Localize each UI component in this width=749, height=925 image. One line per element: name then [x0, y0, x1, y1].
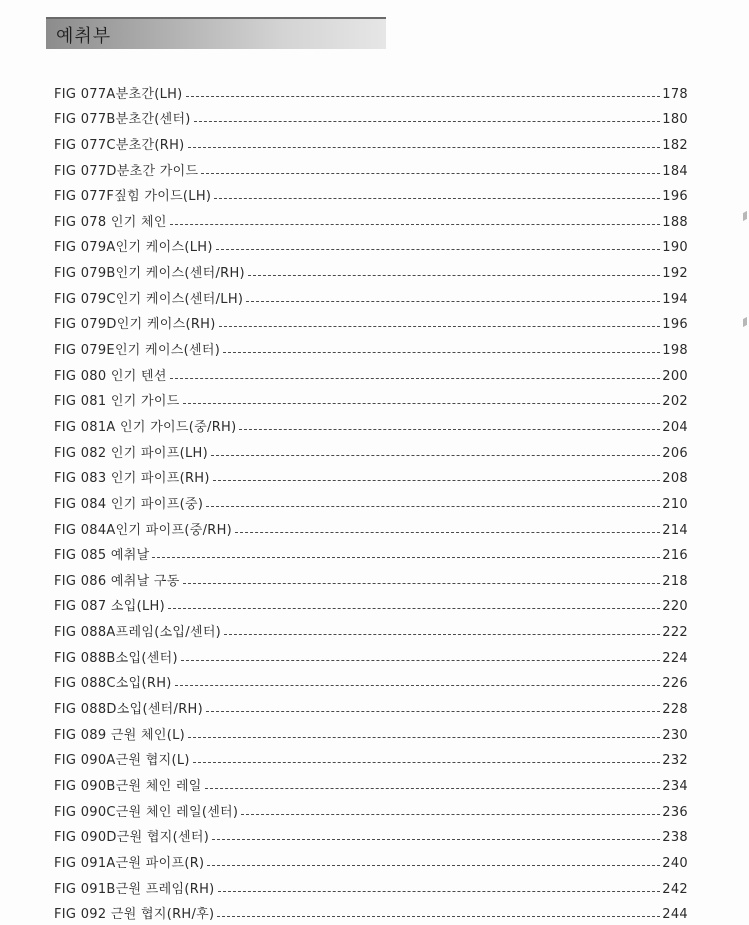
- toc-entry: [54, 793, 688, 819]
- dotted-leader: [239, 429, 660, 430]
- dotted-leader: [216, 249, 661, 250]
- dotted-leader: [212, 839, 660, 840]
- toc-entry-page-number: 208: [662, 471, 688, 487]
- toc-entry-label: FIG 088B소입(센터): [54, 650, 178, 666]
- dotted-leader: [211, 455, 660, 456]
- toc-entry: [54, 844, 688, 870]
- table-of-contents: [54, 75, 688, 921]
- toc-entry: [54, 229, 688, 255]
- dotted-leader: [207, 865, 660, 866]
- toc-entry-page-number: 230: [662, 727, 688, 743]
- toc-entry-label: FIG 090B근원 체인 레일: [54, 778, 202, 794]
- toc-entry-label: FIG 082 인기 파이프(LH): [54, 445, 208, 461]
- toc-entry-page-number: 220: [662, 599, 688, 615]
- toc-entry-label: FIG 079D인기 케이스(RH): [54, 317, 216, 333]
- toc-entry-label: FIG 079C인기 케이스(센터/LH): [54, 291, 244, 307]
- toc-entry: [54, 716, 688, 742]
- dotted-leader: [214, 198, 660, 199]
- toc-entry-page-number: 206: [662, 445, 688, 461]
- toc-entry: [54, 665, 688, 691]
- dotted-leader: [168, 608, 660, 609]
- toc-entry-label: FIG 077A분초간(LH): [54, 86, 183, 102]
- toc-entry: [54, 767, 688, 793]
- section-header-bar: [46, 17, 386, 49]
- toc-entry-page-number: 228: [662, 702, 688, 718]
- toc-entry: [54, 460, 688, 486]
- toc-entry: [54, 639, 688, 665]
- toc-entry-page-number: 184: [662, 163, 688, 179]
- toc-entry: [54, 101, 688, 127]
- toc-entry: [54, 331, 688, 357]
- toc-entry-page-number: 204: [662, 419, 688, 435]
- dotted-leader: [175, 685, 661, 686]
- dotted-leader: [219, 326, 661, 327]
- dotted-leader: [194, 121, 661, 122]
- toc-entry: [54, 434, 688, 460]
- toc-entry-page-number: 240: [662, 855, 688, 871]
- toc-entry-page-number: 222: [662, 625, 688, 641]
- toc-entry-page-number: 178: [662, 86, 688, 102]
- toc-entry-page-number: 242: [662, 881, 688, 897]
- dotted-leader: [241, 814, 660, 815]
- toc-entry: [54, 357, 688, 383]
- scan-artifact: [743, 317, 747, 327]
- dotted-leader: [223, 352, 660, 353]
- toc-entry-page-number: 190: [662, 240, 688, 256]
- toc-entry-page-number: 200: [662, 368, 688, 384]
- toc-entry-page-number: 244: [662, 907, 688, 923]
- dotted-leader: [188, 147, 661, 148]
- dotted-leader: [170, 378, 661, 379]
- toc-entry: [54, 819, 688, 845]
- toc-entry-page-number: 198: [662, 343, 688, 359]
- dotted-leader: [205, 788, 661, 789]
- toc-entry-label: FIG 079A인기 케이스(LH): [54, 240, 213, 256]
- toc-entry: [54, 690, 688, 716]
- toc-entry: [54, 203, 688, 229]
- dotted-leader: [201, 173, 660, 174]
- dotted-leader: [152, 557, 660, 558]
- toc-entry-page-number: 210: [662, 496, 688, 512]
- toc-entry-page-number: 232: [662, 753, 688, 769]
- toc-entry-page-number: 234: [662, 778, 688, 794]
- toc-entry-page-number: 182: [662, 137, 688, 153]
- toc-entry-label: FIG 078 인기 체인: [54, 214, 167, 230]
- toc-entry: [54, 152, 688, 178]
- toc-entry-label: FIG 088C소입(RH): [54, 676, 172, 692]
- toc-entry-label: FIG 081 인기 가이드: [54, 394, 180, 410]
- toc-entry-label: FIG 086 예취날 구동: [54, 573, 180, 589]
- toc-entry-label: FIG 079E인기 케이스(센터): [54, 343, 221, 359]
- toc-entry: [54, 383, 688, 409]
- toc-entry-label: FIG 090D근원 협지(센터): [54, 830, 210, 846]
- toc-entry-label: FIG 090A근원 협지(L): [54, 753, 190, 769]
- dotted-leader: [217, 916, 660, 917]
- dotted-leader: [213, 480, 661, 481]
- toc-entry-label: FIG 084 인기 파이프(중): [54, 496, 204, 512]
- toc-entry-page-number: 194: [662, 291, 688, 307]
- toc-entry-page-number: 214: [662, 522, 688, 538]
- dotted-leader: [193, 762, 661, 763]
- toc-entry-label: FIG 091B근원 프레임(RH): [54, 881, 215, 897]
- toc-entry-page-number: 188: [662, 214, 688, 230]
- toc-entry: [54, 870, 688, 896]
- toc-entry-label: FIG 087 소입(LH): [54, 599, 165, 615]
- toc-entry: [54, 280, 688, 306]
- toc-entry-page-number: 236: [662, 804, 688, 820]
- toc-entry-label: FIG 077C분초간(RH): [54, 137, 185, 153]
- scan-artifact: [743, 211, 747, 221]
- toc-entry-page-number: 224: [662, 650, 688, 666]
- dotted-leader: [224, 634, 660, 635]
- toc-entry: [54, 511, 688, 537]
- toc-entry: [54, 562, 688, 588]
- toc-entry-label: FIG 089 근원 체인(L): [54, 727, 186, 743]
- toc-entry: [54, 742, 688, 768]
- toc-entry: [54, 254, 688, 280]
- dotted-leader: [183, 403, 661, 404]
- dotted-leader: [181, 660, 660, 661]
- toc-entry: [54, 485, 688, 511]
- dotted-leader: [170, 224, 661, 225]
- toc-entry-page-number: 192: [662, 266, 688, 282]
- toc-entry-label: FIG 080 인기 텐션: [54, 368, 167, 384]
- toc-entry-label: FIG 083 인기 파이프(RH): [54, 471, 210, 487]
- toc-entry-label: FIG 081A 인기 가이드(중/RH): [54, 419, 237, 435]
- toc-entry-label: FIG 077D분초간 가이드: [54, 163, 199, 179]
- dotted-leader: [218, 891, 661, 892]
- toc-entry-page-number: 226: [662, 676, 688, 692]
- toc-entry: [54, 75, 688, 101]
- toc-entry: [54, 306, 688, 332]
- toc-entry-label: FIG 079B인기 케이스(센터/RH): [54, 266, 245, 282]
- dotted-leader: [183, 583, 661, 584]
- toc-entry-label: FIG 090C근원 체인 레일(센터): [54, 804, 239, 820]
- toc-entry-page-number: 196: [662, 317, 688, 333]
- toc-entry-label: FIG 092 근원 협지(RH/후): [54, 907, 215, 923]
- toc-entry: [54, 537, 688, 563]
- toc-entry-label: FIG 077F짚힘 가이드(LH): [54, 189, 212, 205]
- dotted-leader: [188, 737, 660, 738]
- toc-entry-page-number: 196: [662, 189, 688, 205]
- toc-entry-label: FIG 088D소입(센터/RH): [54, 702, 204, 718]
- toc-entry-label: FIG 085 예취날: [54, 548, 150, 564]
- toc-entry-page-number: 216: [662, 548, 688, 564]
- dotted-leader: [248, 275, 660, 276]
- toc-entry-page-number: 218: [662, 573, 688, 589]
- dotted-leader: [206, 711, 660, 712]
- toc-entry: [54, 126, 688, 152]
- toc-entry-label: FIG 077B분초간(센터): [54, 112, 191, 128]
- toc-entry-page-number: 180: [662, 112, 688, 128]
- section-title: 예취부: [56, 26, 112, 47]
- toc-entry-label: FIG 088A프레임(소입/센터): [54, 625, 222, 641]
- toc-entry: [54, 408, 688, 434]
- toc-entry-page-number: 238: [662, 830, 688, 846]
- toc-entry-label: FIG 084A인기 파이프(중/RH): [54, 522, 233, 538]
- toc-entry: [54, 613, 688, 639]
- toc-entry-label: FIG 091A근원 파이프(R): [54, 855, 205, 871]
- dotted-leader: [206, 506, 660, 507]
- toc-entry-page-number: 202: [662, 394, 688, 410]
- dotted-leader: [186, 96, 661, 97]
- toc-entry: [54, 588, 688, 614]
- dotted-leader: [235, 532, 660, 533]
- toc-entry: [54, 896, 688, 922]
- toc-entry: [54, 178, 688, 204]
- dotted-leader: [246, 301, 660, 302]
